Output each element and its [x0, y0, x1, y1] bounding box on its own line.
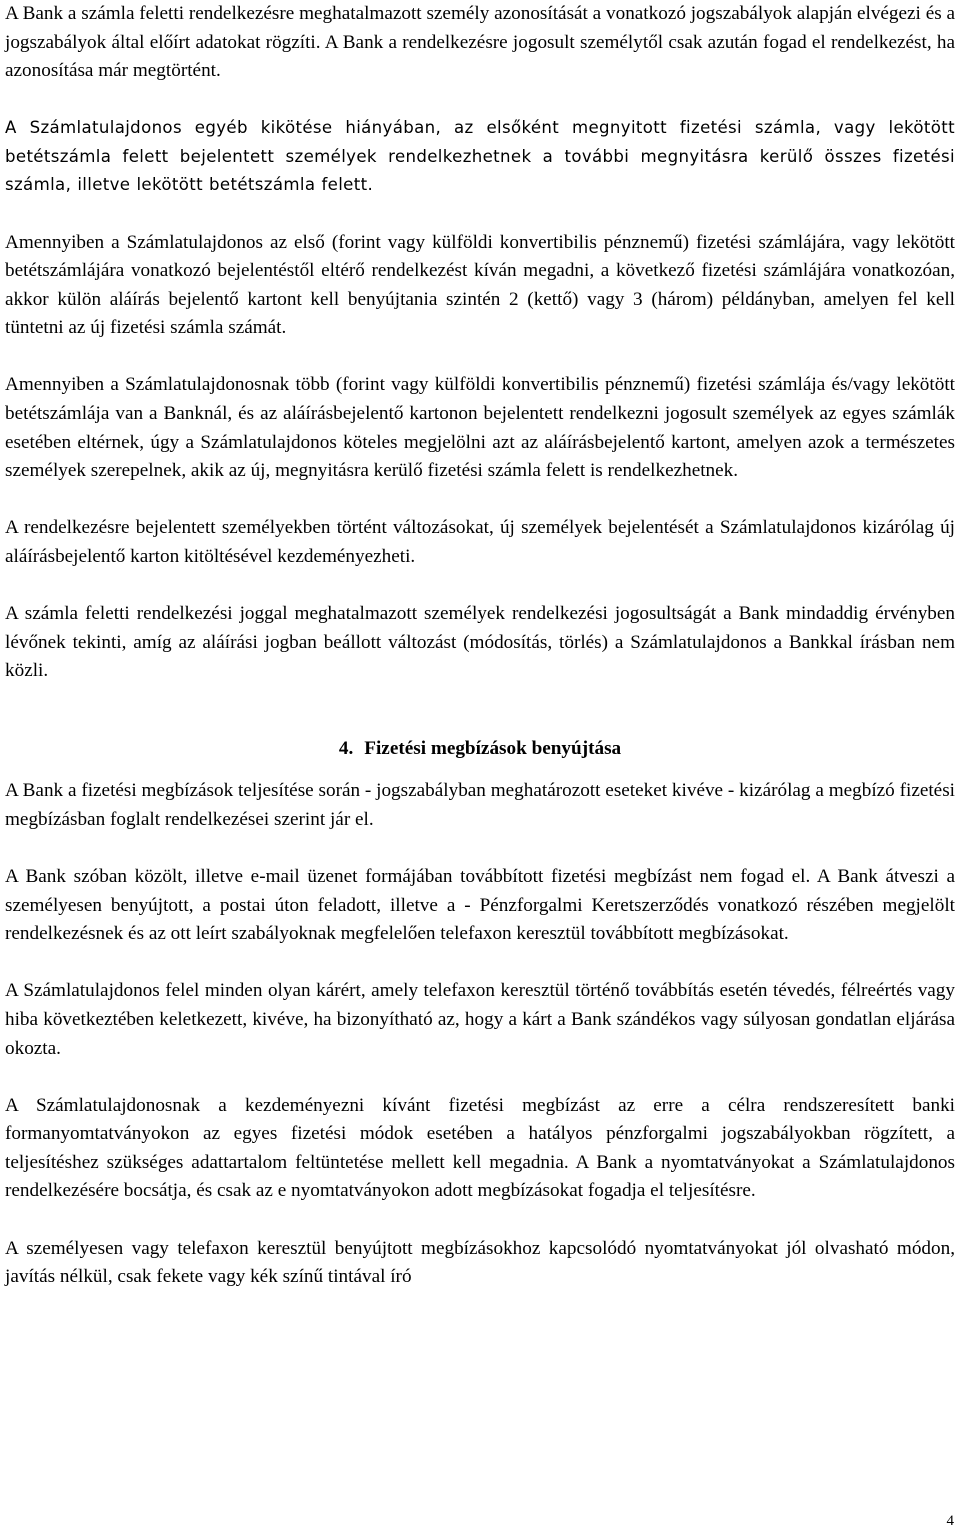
paragraph-accepted-channels: A Bank szóban közölt, illetve e-mail üzenet formájában továbbított fizetési megbízást nem fogad el. A Bank átveszi a személyesen benyújtott, a postai úton feladott, illetve a - Pénzforgalmi Keretszerződés vonatkozó részében megjelölt rendelkezésnek és az ott leírt szabályoknak megfelelően telefaxon keresztül továbbított megbízásokat. — [5, 866, 955, 945]
paragraph-validity-of-authorization: A számla feletti rendelkezési joggal meghatalmazott személyek rendelkezési jogosultságát a Bank mindaddig érvényben lévőnek tekinti, amíg az aláírási jogban beállott változást (módosítás, törlés) a Számlatulajdonos a Bankkal írásban nem közli. — [5, 603, 955, 682]
paragraph-forms: A Számlatulajdonosnak a kezdeményezni kívánt fizetési megbízást az erre a célra rendszeresített banki formanyomtatványokon az egyes fizetési módok esetében a hatályos pénzforgalmi jogszabályokban rögzített, a teljesítéshez szükséges adattartalom feltüntetése mellett kell megadnia. A Bank a nyomtatványokat a Számlatulajdonos rendelkezésére bocsátja, és csak az e nyomtatványokon adott megbízásokat fogadja el teljesítésre. — [5, 1094, 955, 1202]
paragraph-fax-liability: A Számlatulajdonos felel minden olyan kárért, amely telefaxon keresztül történő továbbítás esetén tévedés, félreértés vagy hiba következtében keletkezett, kivéve, ha bizonyítható az, hogy a kárt a Bank szándékos vagy súlyosan gondatlan eljárása okozta. — [5, 980, 955, 1059]
paragraph-default-authorization: A Számlatulajdonos egyéb kikötése hiányában, az elsőként megnyitott fizetési számla, vagy lekötött betétszámla felett bejelentett személyek rendelkezhetnek a további megnyitásra kerülő összes fizetési számla, illetve lekötött betétszámla felett. — [5, 118, 955, 195]
section-number: 4. — [338, 737, 354, 759]
paragraph-changes-of-persons: A rendelkezésre bejelentett személyekben történt változásokat, új személyek bejelentését a Számlatulajdonos kizárólag új aláírásbejelentő karton kitöltésével kezdeményezheti. — [5, 517, 955, 567]
document-page — [5, 0, 955, 1320]
paragraph-different-authorization: Amennyiben a Számlatulajdonos az első (forint vagy külföldi konvertibilis pénznemű) fizetési számlájára, vagy lekötött betétszámlájára vonatkozó bejelentéstől eltérő rendelkezést kíván megadni, a következő fizetési számlájára vonatkozóan, akkor külön aláírás bejelentő kartont kell benyújtania szintén 2 (kettő) vagy 3 (három) példányban, amelyen fel kell tüntetni az új fizetési számla számát. — [5, 231, 955, 339]
paragraph-identification: A Bank a számla feletti rendelkezésre meghatalmazott személy azonosítását a vonatkozó jogszabályok alapján elvégezi és a jogszabályok által előírt adatokat rögzíti. A Bank a rendelkezésre jogosult személytől csak azután fogad el rendelkezést, ha azonosítása már megtörtént. — [5, 3, 955, 82]
paragraph-multiple-accounts: Amennyiben a Számlatulajdonosnak több (forint vagy külföldi konvertibilis pénznemű) fizetési számlája és/vagy lekötött betétszámlája van a Banknál, és az aláírásbejelentő kartonon bejelentett rendelkezni jogosult személyek az egyes számlák esetében eltérnek, úgy a Számlatulajdonos köteles megjelölni azt az aláírásbejelentő kartont, amelyen azok a természetes személyek szerepelnek, akik az új, megnyitásra kerülő fizetési számla felett is rendelkezhetnek. — [5, 374, 955, 482]
paragraph-legibility: A személyesen vagy telefaxon keresztül benyújtott megbízásokhoz kapcsolódó nyomtatványokat jól olvasható módon, javítás nélkül, csak fekete vagy kék színű tintával író — [5, 1237, 955, 1288]
section-heading — [5, 735, 955, 764]
section-title: Fizetési megbízások benyújtása — [364, 737, 622, 759]
paragraph-execution-of-orders: A Bank a fizetési megbízások teljesítése során - jogszabályban meghatározott eseteket kivéve - kizárólag a megbízó fizetési megbízásban foglalt rendelkezései szerint jár el. — [5, 780, 955, 830]
page-number: 4 — [946, 1513, 954, 1529]
